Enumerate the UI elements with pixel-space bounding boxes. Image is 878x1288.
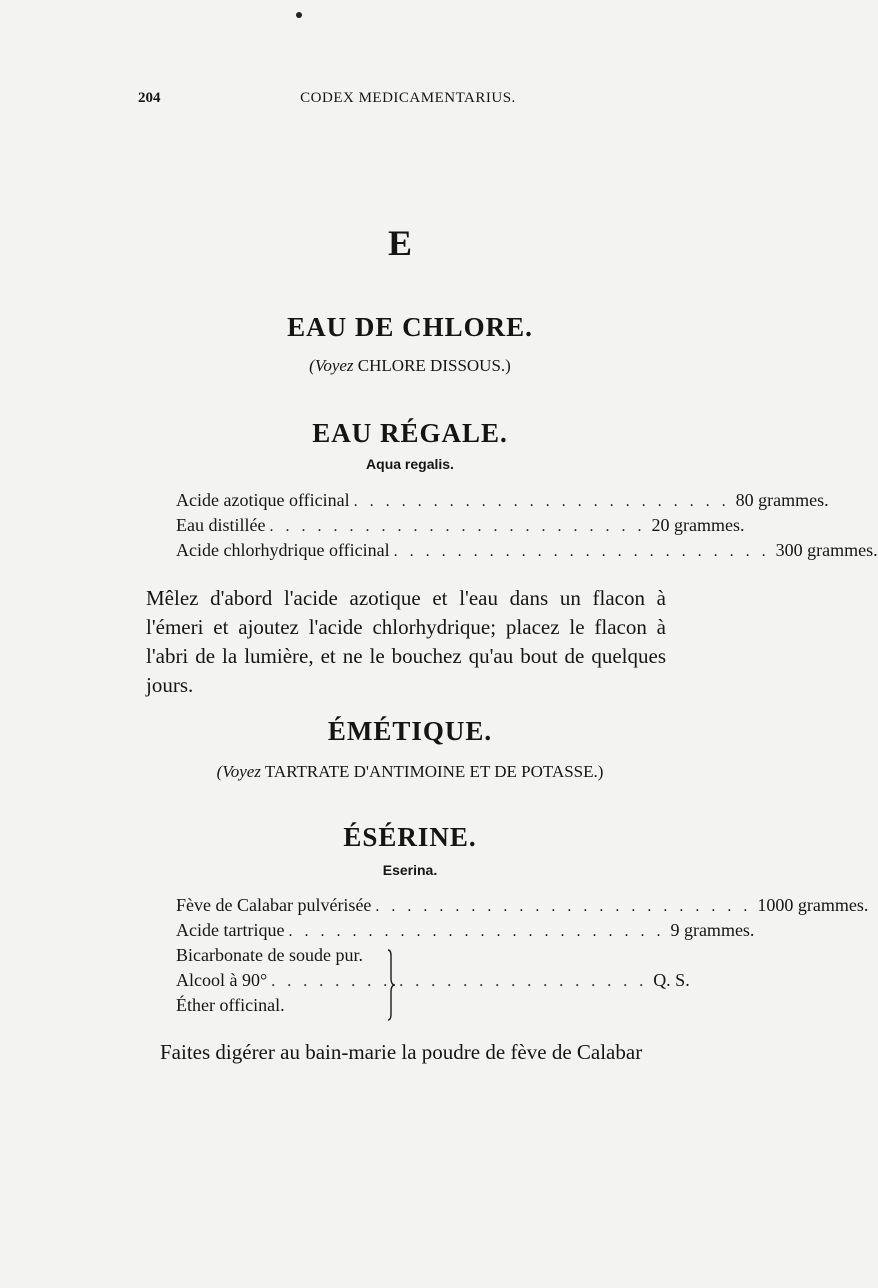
ingredient-name: Acide azotique officinal [176, 490, 350, 510]
leader-dots: . . . . . . . . . . . . . . . . . . . . . . . . [353, 493, 730, 510]
eserine-latin: Eserina. [382, 862, 438, 878]
ingredient-row [176, 970, 690, 994]
eau-regale-latin: Aqua regalis. [366, 456, 454, 472]
leader-dots: . . . . . . . . . . . . . . . . . . . . . . . . [393, 543, 770, 560]
ingredient-quantity: 80 grammes. [735, 490, 829, 510]
ingredient-row [176, 945, 396, 969]
ingredient-name: Acide chlorhydrique officinal [176, 540, 390, 560]
running-head [138, 90, 678, 114]
printer-dot [296, 12, 302, 18]
leader-dots: . . . . . . . . . . . . . . . . . . . . . . . . [375, 898, 752, 915]
leader-dots: . . . . . . . . . . . . . . . . . . . . . . . . [269, 518, 646, 535]
ingredient-name: Alcool à 90° [176, 970, 268, 990]
see-prefix: (Voyez [309, 356, 354, 375]
ingredient-quantity: Q. S. [653, 970, 690, 990]
ingredient-name: Éther officinal. [176, 995, 285, 1015]
leader-dots: . . . . . . . . . . . . . . . . . . . . . . . . [271, 973, 648, 990]
emetique-see-also [0, 762, 820, 782]
ingredient-name: Bicarbonate de soude pur. [176, 945, 363, 965]
running-title: CODEX MEDICAMENTARIUS. [300, 90, 516, 106]
ingredient-row [176, 995, 396, 1019]
eserine-title: ÉSÉRINE. [343, 822, 477, 852]
page-number: 204 [138, 90, 161, 106]
grouping-brace [382, 948, 398, 1022]
ingredient-quantity: 20 grammes. [651, 515, 745, 535]
ingredient-row [176, 920, 755, 944]
ingredient-name: Acide tartrique [176, 920, 285, 940]
see-text: CHLORE DISSOUS.) [357, 356, 511, 375]
eau-de-chlore-title: EAU DE CHLORE. [287, 312, 533, 342]
ingredient-quantity: 300 grammes. [775, 540, 878, 560]
eserine-instructions: Faites digérer au bain-marie la poudre de fève de Calabar [160, 1040, 643, 1064]
see-prefix: (Voyez [216, 762, 261, 781]
leader-dots: . . . . . . . . . . . . . . . . . . . . . . . . [288, 923, 665, 940]
see-text: TARTRATE D'ANTIMOINE ET DE POTASSE.) [264, 762, 604, 781]
eau-regale-instructions: Mêlez d'abord l'acide azotique et l'eau dans un flacon à l'émeri et ajoutez l'acide chlorhydrique; placez le flacon à l'abri de la lumière, et ne le bouchez qu'au bout de quelques jours. [146, 586, 666, 697]
emetique-title: ÉMÉTIQUE. [327, 716, 493, 746]
ingredient-row [176, 490, 829, 514]
eau-de-chlore-see-also [0, 356, 820, 376]
eau-regale-title: EAU RÉGALE. [312, 418, 508, 448]
ingredient-name: Eau distillée [176, 515, 266, 535]
ingredient-name: Fève de Calabar pulvérisée [176, 895, 372, 915]
ingredient-quantity: 1000 grammes. [757, 895, 869, 915]
ingredient-row [176, 895, 869, 919]
ingredient-row [176, 540, 878, 564]
ingredient-row [176, 515, 745, 539]
ingredient-quantity: 9 grammes. [670, 920, 755, 940]
section-letter: E [387, 223, 412, 263]
